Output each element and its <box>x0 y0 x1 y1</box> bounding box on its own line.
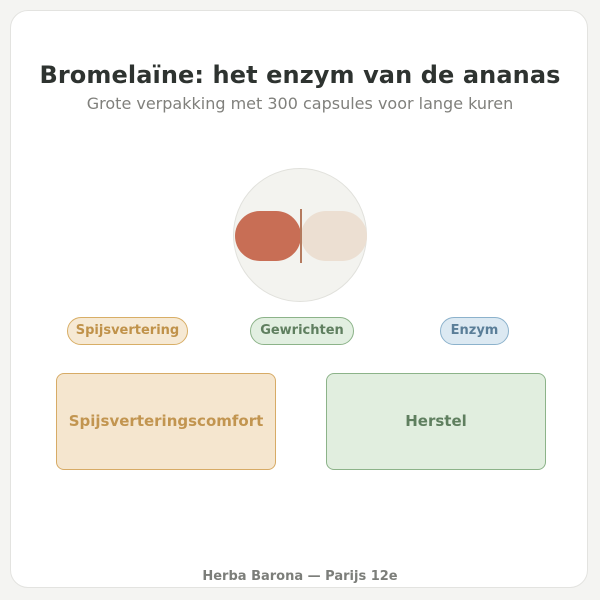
capsule-seam <box>300 209 302 263</box>
page-title: Bromelaïne: het enzym van de ananas <box>39 61 561 89</box>
capsule-left-half <box>235 211 301 261</box>
capsule-right-half <box>301 211 367 261</box>
benefit-box-herstel: Herstel <box>326 373 546 470</box>
benefit-box-spijsverteringscomfort: Spijsverteringscomfort <box>56 373 276 470</box>
footer-store-info: Herba Barona — Parijs 12e <box>202 569 398 584</box>
tag-enzym: Enzym <box>440 317 509 345</box>
product-card <box>10 10 588 588</box>
page-subtitle: Grote verpakking met 300 capsules voor lange kuren <box>86 94 514 113</box>
tag-spijsvertering: Spijsvertering <box>67 317 188 345</box>
tag-gewrichten: Gewrichten <box>250 317 354 345</box>
